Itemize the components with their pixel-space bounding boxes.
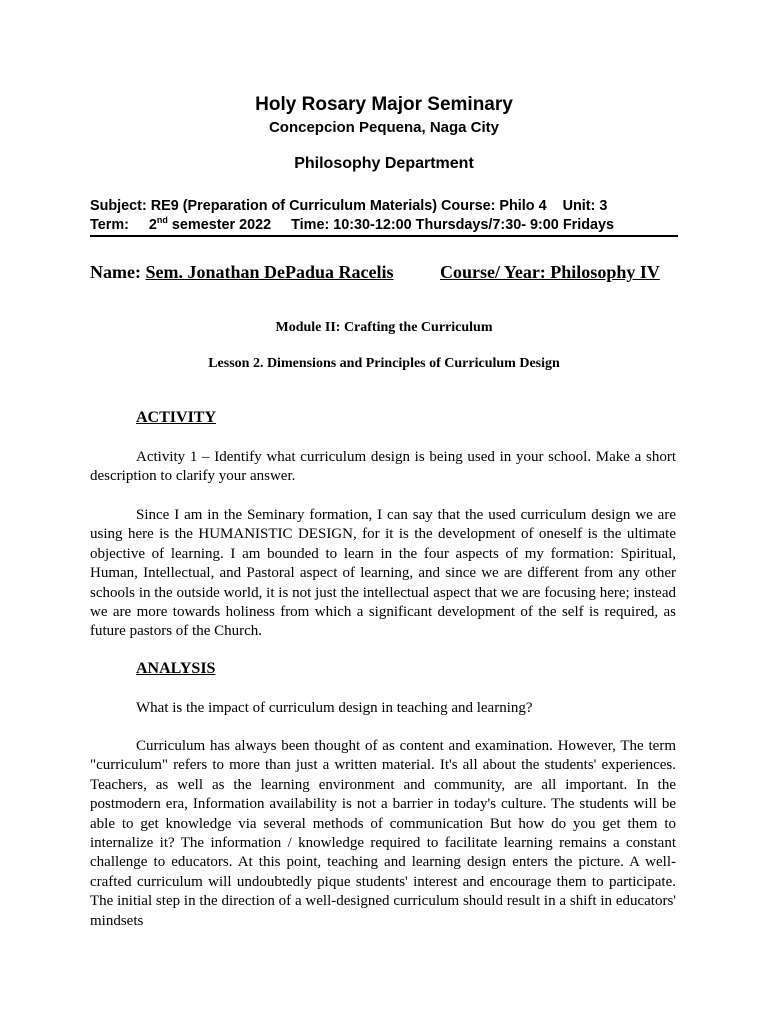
activity-prompt: Activity 1 – Identify what curriculum design is being used in your school. Make a short description to clarify your answer.	[90, 449, 676, 485]
header-divider	[90, 235, 678, 237]
student-name: Sem. Jonathan DePadua Racelis	[145, 262, 394, 282]
analysis-answer: Curriculum has always been thought of as content and examination. However, The term "curriculum" refers to more than just a written material. It's all about the students' experiences. Teachers, as well as the learning environment and community, are all important. In the postmodern era, Information availability is not a barrier in today's culture. The students will be able to get knowledge via several methods of communication But how do you get them to internalize it? The information / knowledge required to facilitate learning remains a constant challenge to educators. At this point, teaching and learning design enters the picture. A well-crafted curriculum will undoubtedly pique students' interest and encourage them to participate. The initial step in the direction of a well-designed curriculum should result in a shift in educators' mindsets	[90, 738, 676, 929]
term-label: Term: 2	[90, 217, 157, 233]
analysis-heading: ANALYSIS	[136, 660, 216, 677]
term-line	[90, 216, 678, 235]
term-rest: semester 2022 Time: 10:30-12:00 Thursdays/7:30- 9:00 Fridays	[167, 217, 615, 233]
analysis-question: What is the impact of curriculum design in teaching and learning?	[136, 700, 533, 716]
subject-line: Subject: RE9 (Preparation of Curriculum Materials) Course: Philo 4 Unit: 3	[90, 198, 608, 214]
student-info-row	[90, 262, 680, 283]
school-name: Holy Rosary Major Seminary	[255, 94, 513, 115]
course-year: Course/ Year: Philosophy IV	[440, 262, 660, 282]
lesson-title: Lesson 2. Dimensions and Principles of Curriculum Design	[208, 356, 560, 371]
department-title: Philosophy Department	[294, 155, 474, 172]
name-label: Name:	[90, 262, 146, 282]
activity-heading: ACTIVITY	[136, 409, 217, 426]
module-title: Module II: Crafting the Curriculum	[275, 320, 493, 335]
school-address: Concepcion Pequena, Naga City	[268, 119, 500, 136]
term-superscript: nd	[156, 215, 168, 226]
activity-answer: Since I am in the Seminary formation, I can say that the used curriculum design we are using here is the HUMANISTIC DESIGN, for it is the development of oneself is the ultimate objective of learning. I am bounded to learn in the four aspects of my formation: Spiritual, Human, Intellectual, and Pastoral aspect of learning, and since we are different from any other schools in the outside world, it is not just the intellectual aspect that we are focusing here; instead we are more towards holiness from which a significant development of the self is required, as future pastors of the Church.	[90, 507, 676, 640]
